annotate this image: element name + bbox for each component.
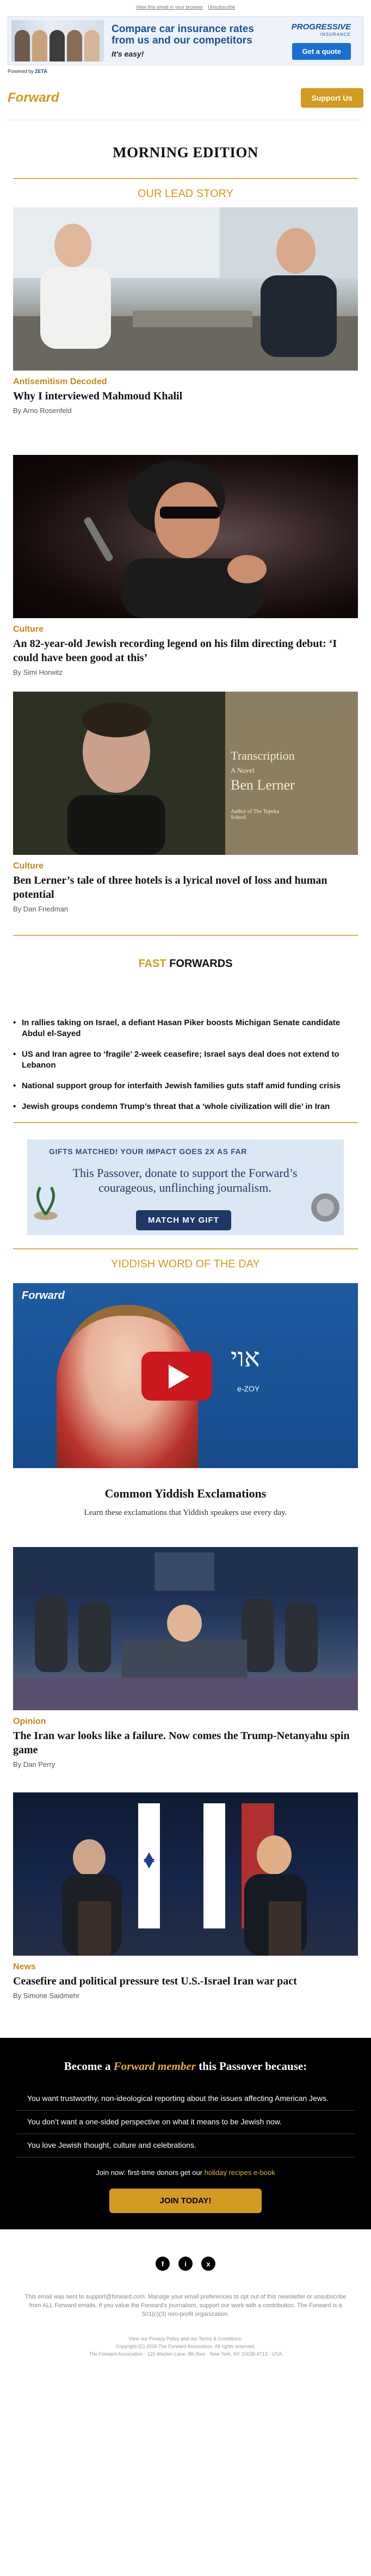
- membership-section: [0, 2038, 371, 2229]
- membership-reason: You want trustworthy, non-ideological reporting about the issues affecting American Jews.: [16, 2087, 355, 2111]
- x-twitter-icon[interactable]: x: [201, 2257, 215, 2271]
- press-conference-photo: [13, 1792, 358, 1956]
- ad-brand-sub: INSURANCE: [320, 32, 351, 37]
- play-icon[interactable]: [141, 1352, 212, 1401]
- top-links: [0, 0, 371, 12]
- matzah-plate-icon: [309, 1188, 342, 1227]
- forward-logo[interactable]: Forward: [8, 90, 59, 105]
- story-card[interactable]: [13, 207, 358, 415]
- story-image[interactable]: [13, 455, 358, 618]
- facebook-icon[interactable]: f: [156, 2257, 170, 2271]
- book-blurb: Author of The Topeka School: [231, 809, 279, 821]
- support-us-button[interactable]: Support Us: [301, 88, 363, 108]
- ad-get-quote-button[interactable]: Get a quote: [292, 43, 351, 60]
- footer-address: The Forward Association · 125 Maiden Lane, 8th floor · New York, NY 10038-4713 · USA: [89, 2351, 282, 2357]
- membership-heading: [0, 2060, 371, 2073]
- story-image[interactable]: [13, 1547, 358, 1710]
- story-title[interactable]: An 82-year-old Jewish recording legend on his film directing debut: ‘I could have been good at this’: [13, 638, 337, 664]
- footer-text: This email was sent to support@forward.com. Manage your email preferences to opt out of this newsletter or unsubscribe from ALL Forward emails. If you value the Forward’s journalism, support our work with a contribution. The Forward is a 501(c)(3) non-profit organization.: [24, 2294, 347, 2318]
- video-forward-logo: Forward: [22, 1290, 65, 1302]
- story-kicker[interactable]: Opinion: [13, 1717, 46, 1726]
- footer-copyright: Copyright (C) 2026 The Forward Association. All rights reserved.: [115, 2344, 256, 2349]
- membership-heading-em: Forward member: [113, 2060, 196, 2073]
- lead-section-title: OUR LEAD STORY: [138, 188, 233, 200]
- yiddish-transliteration: e-ZOY: [237, 1384, 260, 1393]
- yiddish-video[interactable]: [13, 1283, 358, 1468]
- gold-divider: [13, 1122, 358, 1123]
- header: [8, 83, 363, 113]
- edition-title: MORNING EDITION: [113, 144, 258, 161]
- promo-text: This Passover, donate to support the Forward’s courageous, unflinching journalism.: [72, 1166, 298, 1194]
- ad-headline: Compare car insurance rates from us and our competitors: [112, 23, 254, 46]
- membership-reason: You don’t want a one-sided perspective on what it means to be Jewish now.: [16, 2111, 355, 2134]
- zeta-logo: ZETA: [35, 69, 47, 74]
- story-byline: By Dan Perry: [13, 1760, 55, 1768]
- book-author: Ben Lerner: [231, 777, 295, 793]
- situation-room-photo: [13, 1547, 358, 1710]
- story-title[interactable]: Ceasefire and political pressure test U.S.-Israel Iran war pact: [13, 1975, 297, 1987]
- fast-forwards-list: [13, 1018, 358, 1112]
- fast-forward-item[interactable]: • In rallies taking on Israel, a defiant Hasan Piker boosts Michigan Senate candidate Abdul el-Sayed: [13, 1018, 358, 1039]
- author-book-photo: [13, 692, 358, 855]
- footer-policy-links[interactable]: View our Privacy Policy and our Terms & Conditions.: [128, 2336, 243, 2341]
- story-image[interactable]: [13, 692, 358, 855]
- story-byline: By Dan Friedman: [13, 905, 69, 913]
- footer-legal: [22, 2335, 349, 2358]
- story-byline: By Arno Rosenfeld: [13, 406, 72, 415]
- footer-spacer: [0, 2358, 371, 2380]
- story-title[interactable]: Why I interviewed Mahmoud Khalil: [13, 390, 183, 402]
- story-card[interactable]: [13, 1547, 358, 1768]
- fast-forwards-rest: FORWARDS: [169, 958, 233, 970]
- donation-promo-banner[interactable]: [27, 1139, 344, 1235]
- yiddish-section-title: YIDDISH WORD OF THE DAY: [111, 1258, 260, 1270]
- fast-forward-item[interactable]: • National support group for interfaith Jewish families guts staff amid funding crisis: [13, 1081, 358, 1092]
- story-image[interactable]: [13, 1792, 358, 1956]
- promo-top-line: GIFTS MATCHED! YOUR IMPACT GOES 2X AS FAR: [49, 1147, 247, 1156]
- social-links: [0, 2257, 371, 2271]
- membership-heading-post: this Passover because:: [199, 2060, 307, 2073]
- story-image[interactable]: [13, 207, 358, 371]
- match-my-gift-button[interactable]: MATCH MY GIFT: [136, 1210, 231, 1230]
- story-byline: By Simi Horwitz: [13, 668, 63, 676]
- membership-reason: You love Jewish thought, culture and celebrations.: [16, 2134, 355, 2158]
- book-subtitle: A Novel: [231, 766, 255, 774]
- story-kicker[interactable]: Culture: [13, 625, 44, 634]
- story-card[interactable]: [13, 692, 358, 913]
- fast-forward-item[interactable]: • Jewish groups condemn Trump’s threat that a ‘whole civilization will die’ in Iran: [13, 1101, 358, 1112]
- yiddish-heading[interactable]: Common Yiddish Exclamations: [104, 1487, 267, 1500]
- story-card[interactable]: [13, 455, 358, 676]
- instagram-icon[interactable]: i: [178, 2257, 193, 2271]
- ad-brand-logo: PROGRESSIVE: [291, 22, 351, 32]
- yiddish-subheading: Learn these exclamations that Yiddish speakers use every day.: [84, 1508, 287, 1517]
- ad-subline: It's easy!: [112, 50, 144, 58]
- story-byline: By Simone Saidmehr: [13, 1992, 80, 2000]
- membership-note-text: Join now: first-time donors get our: [96, 2168, 203, 2177]
- unsubscribe-link[interactable]: Unsubscribe: [208, 4, 236, 10]
- view-in-browser-link[interactable]: View this email in your browser: [135, 4, 203, 10]
- fast-forwards-title: [0, 958, 371, 974]
- gold-divider: [13, 935, 358, 936]
- story-kicker[interactable]: News: [13, 1962, 36, 1971]
- gold-divider: [13, 1248, 358, 1249]
- join-today-button[interactable]: JOIN TODAY!: [109, 2189, 262, 2213]
- story-kicker[interactable]: Antisemitism Decoded: [13, 377, 107, 386]
- recording-legend-photo: [13, 455, 358, 618]
- ad-banner[interactable]: [8, 16, 363, 65]
- story-title[interactable]: The Iran war looks like a failure. Now comes the Trump-Netanyahu spin game: [13, 1730, 350, 1756]
- story-kicker[interactable]: Culture: [13, 861, 44, 871]
- fast-forwards-highlight: FAST: [138, 958, 166, 970]
- membership-note: [0, 2168, 371, 2177]
- powered-by-label: Powered by: [8, 69, 34, 74]
- fast-forward-item[interactable]: • US and Iran agree to ‘fragile’ 2-week ceasefire; Israel says deal does not extend to Lebanon: [13, 1049, 358, 1071]
- ad-image: [11, 20, 104, 61]
- membership-heading-pre: Become a: [64, 2060, 111, 2073]
- ad-powered-by: [8, 69, 363, 77]
- yiddish-word: אוי: [231, 1344, 260, 1372]
- interview-photo: [13, 207, 358, 371]
- story-title[interactable]: Ben Lerner’s tale of three hotels is a lyrical novel of loss and human potential: [13, 874, 327, 901]
- gold-divider: [13, 178, 358, 179]
- plant-icon: [29, 1183, 62, 1221]
- story-card[interactable]: [13, 1792, 358, 2000]
- book-title: Transcription: [231, 749, 295, 762]
- holiday-recipes-link[interactable]: holiday recipes e-book: [204, 2168, 275, 2177]
- book-cover-text: [231, 749, 295, 821]
